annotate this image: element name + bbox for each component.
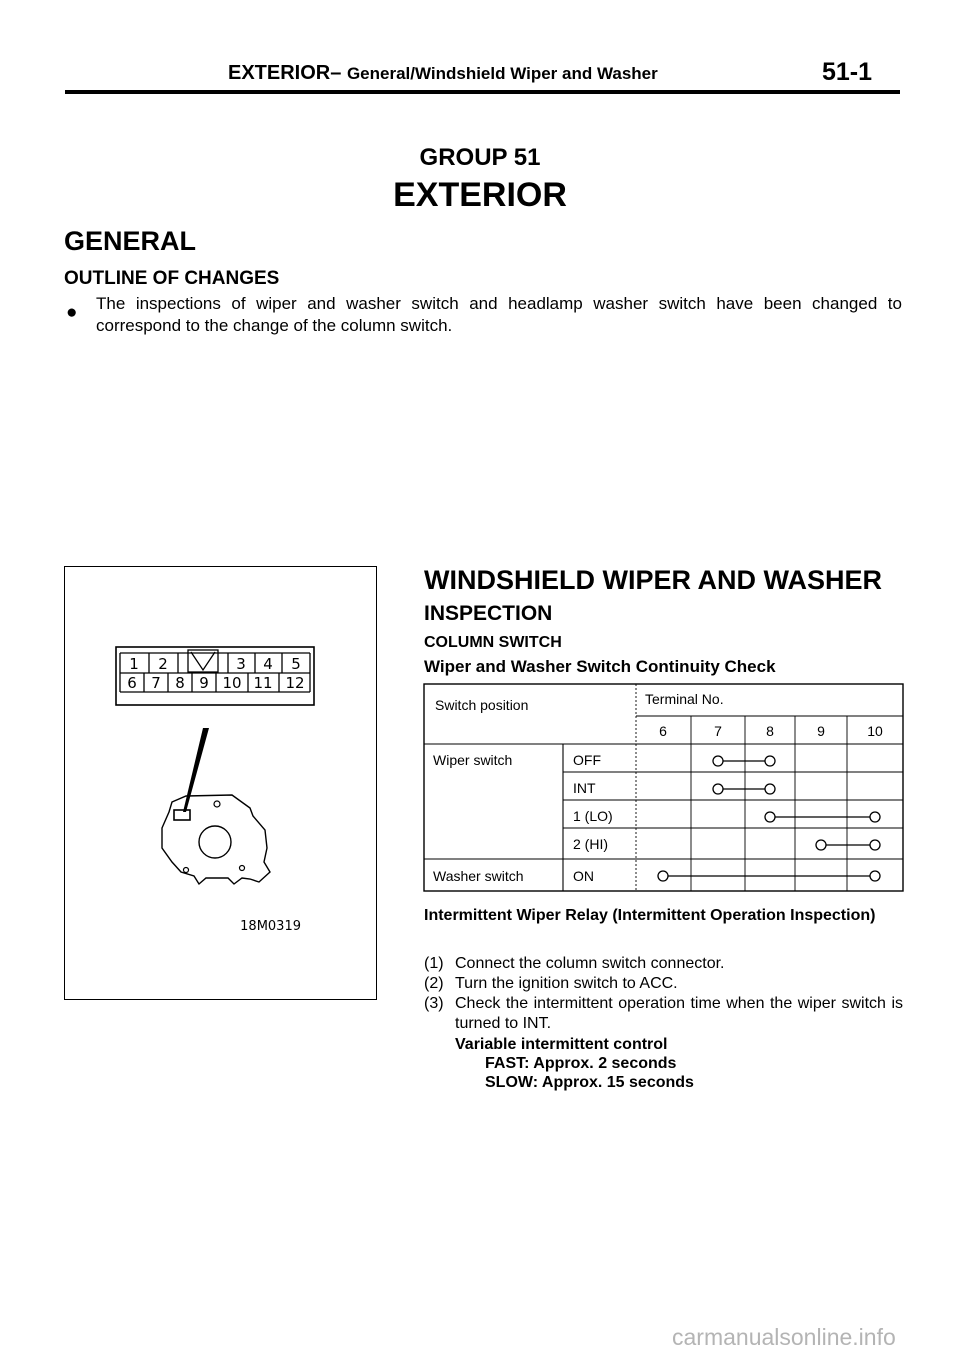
section-title: WINDSHIELD WIPER AND WASHER <box>424 565 882 595</box>
terminal-header: 6 <box>659 723 667 739</box>
continuity-node <box>870 871 880 881</box>
pin-label: 7 <box>151 674 161 692</box>
step-number: (2) <box>424 975 444 992</box>
watermark: carmanualsonline.info <box>672 1324 896 1350</box>
pin-label: 5 <box>291 655 301 673</box>
step-text: Connect the column switch connector. <box>455 955 725 972</box>
continuity-node <box>870 812 880 822</box>
header-terminal-no: Terminal No. <box>645 691 724 707</box>
step-number: (3) <box>424 995 444 1012</box>
bullet-text: The inspections of wiper and washer switch and headlamp washer switch have been changed to correspond to the change of the column switch. <box>96 294 902 335</box>
header-title-dash: – <box>330 62 342 84</box>
pin-label: 3 <box>236 655 246 673</box>
connector-figure <box>64 566 377 1000</box>
continuity-node <box>713 756 723 766</box>
header-title-main: EXTERIOR <box>228 62 331 84</box>
general-heading: GENERAL <box>64 226 197 256</box>
group-title: EXTERIOR <box>393 176 567 214</box>
terminal-header: 8 <box>766 723 774 739</box>
pin-label: 11 <box>253 674 273 692</box>
continuity-check-title: Wiper and Washer Switch Continuity Check <box>424 657 776 676</box>
inspection-heading: INSPECTION <box>424 602 553 625</box>
group-wiper-switch: Wiper switch <box>433 752 513 768</box>
pointer-arrow-icon <box>183 728 209 812</box>
continuity-node <box>765 812 775 822</box>
pin-label: 9 <box>199 674 209 692</box>
pin-label: 4 <box>263 655 273 673</box>
fast-setting: FAST: Approx. 2 seconds <box>485 1055 677 1072</box>
step-item <box>424 974 904 994</box>
terminal-header: 10 <box>867 723 883 739</box>
relay-inspection-title: Intermittent Wiper Relay (Intermittent Operation Inspection) <box>424 907 876 924</box>
header-title-sub: General/Windshield Wiper and Washer <box>346 64 658 83</box>
position-on: ON <box>573 868 594 884</box>
continuity-node <box>765 756 775 766</box>
column-switch-heading: COLUMN SWITCH <box>424 634 562 651</box>
slow-setting: SLOW: Approx. 15 seconds <box>485 1074 694 1091</box>
group-washer-switch: Washer switch <box>433 868 524 884</box>
step-text: Check the intermittent operation time when the wiper switch is turned to INT. <box>455 995 903 1032</box>
connector-socket-icon <box>174 810 190 820</box>
running-header-title <box>228 62 658 85</box>
step-number: (1) <box>424 955 444 972</box>
pin-label: 8 <box>175 674 185 692</box>
column-switch-body <box>162 795 270 884</box>
pin-label: 1 <box>129 655 139 673</box>
continuity-table <box>423 683 905 893</box>
step-item <box>424 954 904 974</box>
continuity-node <box>765 784 775 794</box>
step-item <box>424 994 904 1034</box>
figure-code: 18M0319 <box>240 919 301 934</box>
terminal-header: 9 <box>817 723 825 739</box>
position-int: INT <box>573 780 596 796</box>
page-number: 51-1 <box>822 58 873 86</box>
position-lo: 1 (LO) <box>573 808 613 824</box>
key-notch-icon <box>191 652 215 670</box>
continuity-node <box>870 840 880 850</box>
pin-label: 6 <box>127 674 137 692</box>
bullet-icon: ● <box>66 302 78 323</box>
variable-control-title: Variable intermittent control <box>455 1036 668 1053</box>
outline-heading: OUTLINE OF CHANGES <box>64 268 280 289</box>
position-off: OFF <box>573 752 601 768</box>
connector-outline <box>116 647 314 705</box>
pin-label: 10 <box>222 674 242 692</box>
position-hi: 2 (HI) <box>573 836 608 852</box>
pin-label: 2 <box>158 655 168 673</box>
header-rule <box>65 90 900 94</box>
terminal-header: 7 <box>714 723 722 739</box>
step-text: Turn the ignition switch to ACC. <box>455 975 678 992</box>
continuity-node <box>816 840 826 850</box>
pin-label: 12 <box>285 674 305 692</box>
continuity-node <box>658 871 668 881</box>
group-label: GROUP 51 <box>419 144 541 171</box>
continuity-node <box>713 784 723 794</box>
header-switch-position: Switch position <box>435 697 529 713</box>
